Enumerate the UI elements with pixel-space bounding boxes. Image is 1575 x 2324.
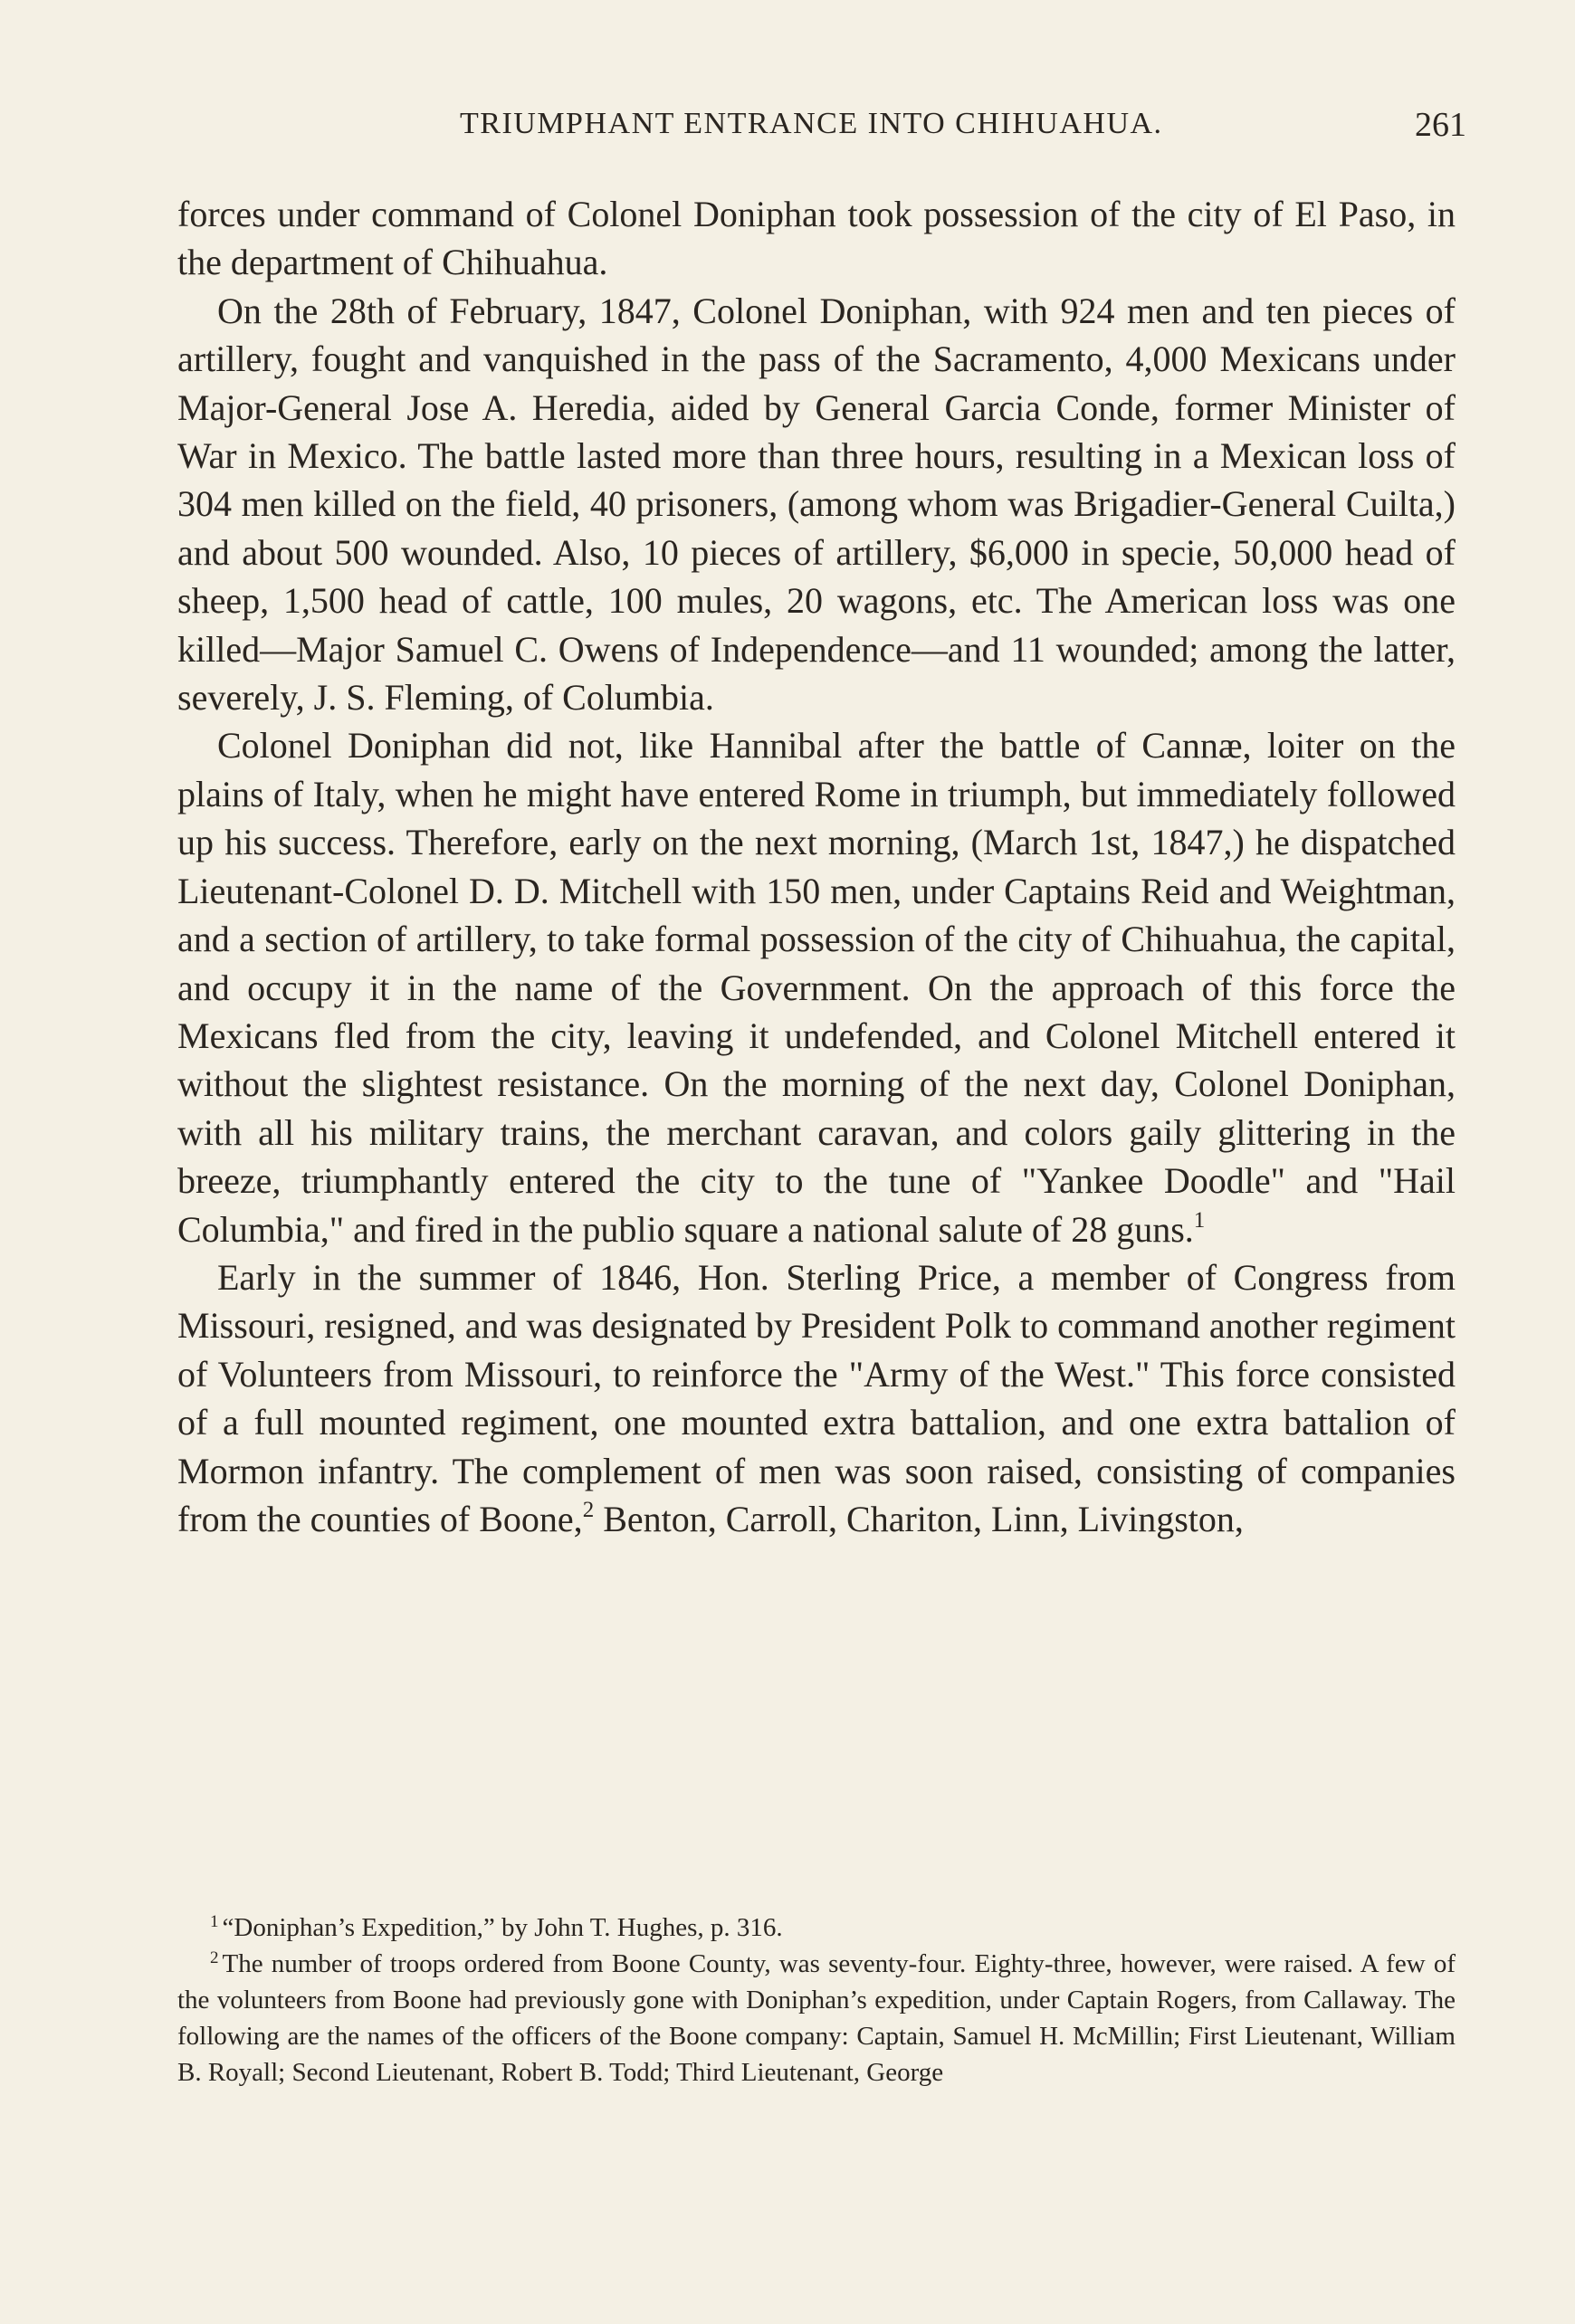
footnote-2 <box>177 1946 1456 2091</box>
body-text <box>177 190 1456 1543</box>
paragraph-3-text: Colonel Doniphan did not, like Hannibal after the battle of Cannæ, loiter on the plains of Italy, when he might have entered Rome in triumph, but immediately followed up his success. Therefore, early on the next morning, (March 1st, 1847,) he dispatched Lieutenant-Colonel D. D. Mitchell with 150 men, under Captains Reid and Weightman, and a section of artillery, to take formal possession of the city of Chihuahua, the capital, and occupy it in the name of the Government. On the approach of this force the Mexicans fled from the city, leaving it undefended, and Colonel Mitchell entered it without the slightest resistance. On the morning of the next day, Colonel Doniphan, with all his military trains, the merchant caravan, and colors gaily glittering in the breeze, triumphantly entered the city to the tune of "Yankee Doodle" and "Hail Columbia," and fired in the publio square a national salute of 28 guns. <box>177 725 1456 1250</box>
paragraph-1: forces under command of Colonel Doniphan took possession of the city of El Paso, in the department of Chihuahua. <box>177 194 1456 283</box>
footnote-1 <box>177 1910 1456 1946</box>
paragraph-3 <box>177 721 1456 1252</box>
footnotes <box>177 1910 1456 2091</box>
footnote-2-marker: 2 <box>210 1948 219 1967</box>
paragraph-4-text-a: Early in the summer of 1846, Hon. Sterling Price, a member of Congress from Missouri, resigned, and was designated by President Polk to command another regiment of Volunteers from Missouri, to reinforce the "Army of the West." This force consisted of a full mounted regiment, one mounted extra battalion, and one extra battalion of Mormon infantry. The complement of men was soon raised, consisting of companies from the counties of Boone, <box>177 1256 1456 1539</box>
paragraph-4-text-b: Benton, Carroll, Chariton, Linn, Livingston, <box>594 1498 1244 1539</box>
footnote-1-marker: 1 <box>210 1912 219 1931</box>
running-head <box>177 107 1466 152</box>
footnote-ref-2: 2 <box>582 1497 595 1522</box>
footnote-ref-1: 1 <box>1193 1207 1206 1233</box>
footnote-2-text: The number of troops ordered from Boone County, was seventy-four. Eighty-three, however, were raised. A few of the volunteers from Boone had previously gone with Doniphan’s expedition, under Captain Rogers, from Callaway. The following are the names of the officers of the Boone company: Captain, Samuel H. McMillin; First Lieutenant, William B. Royall; Second Lieutenant, Robert B. Todd; Third Lieutenant, George <box>177 1949 1456 2087</box>
paragraph-4 <box>177 1253 1456 1543</box>
page-number: 261 <box>1415 106 1466 144</box>
running-title: TRIUMPHANT ENTRANCE INTO CHIHUAHUA. <box>460 107 1163 140</box>
footnote-1-text: “Doniphan’s Expedition,” by John T. Hughes, p. 316. <box>222 1913 783 1942</box>
paragraph-2: On the 28th of February, 1847, Colonel Doniphan, with 924 men and ten pieces of artillery, fought and vanquished in the pass of the Sacramento, 4,000 Mexicans under Major-General Jose A. Heredia, aided by General Garcia Conde, former Minister of War in Mexico. The battle lasted more than three hours, resulting in a Mexican loss of 304 men killed on the field, 40 prisoners, (among whom was Brigadier-General Cuilta,) and about 500 wounded. Also, 10 pieces of artillery, $6,000 in specie, 50,000 head of sheep, 1,500 head of cattle, 100 mules, 20 wagons, etc. The American loss was one killed—Major Samuel C. Owens of Independence—and 11 wounded; among the latter, severely, J. S. Fleming, of Columbia. <box>177 290 1456 719</box>
